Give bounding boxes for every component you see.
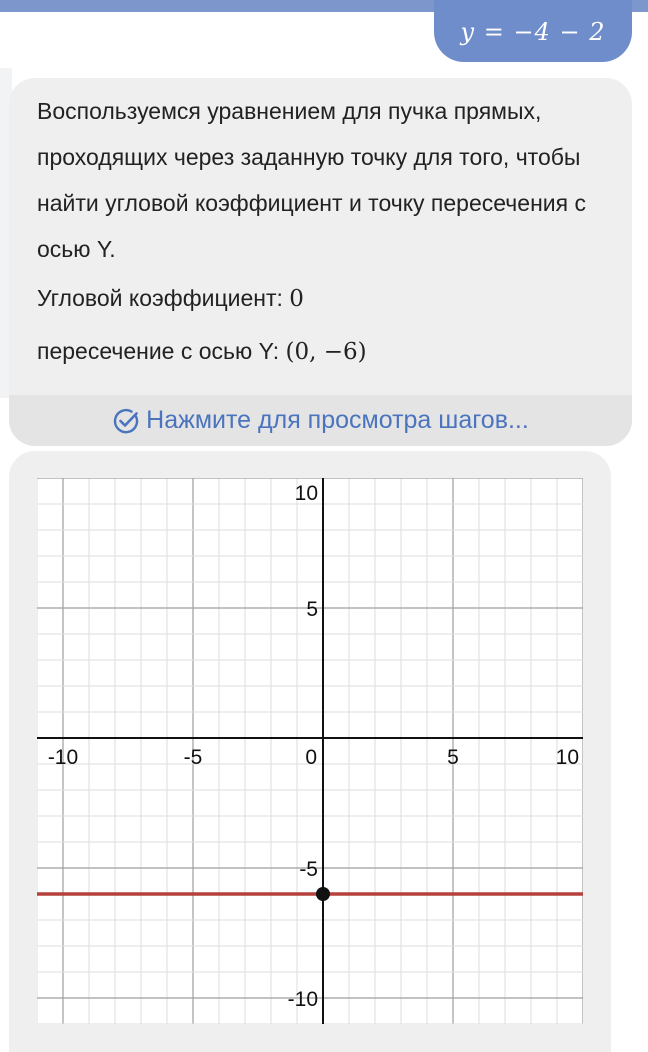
x-tick-label: -5 — [183, 746, 203, 769]
slope-value: 0 — [289, 286, 304, 312]
answer-card — [9, 78, 632, 446]
explanation-text: Воспользуемся уравнением для пучка прямых, проходящих через заданную точку для того, чтобы найти угловой коэффициент и точку пересечения с осью Y. — [37, 98, 586, 262]
graph[interactable] — [37, 478, 583, 1024]
intercept-point[interactable] — [316, 887, 330, 901]
intercept-value: (0, −6) — [285, 339, 367, 365]
slope-label: Угловой коэффициент: — [37, 285, 290, 311]
graph-card — [9, 451, 611, 1052]
intercept-row — [37, 338, 617, 365]
slope-row — [37, 285, 617, 312]
y-tick-label: -10 — [287, 988, 318, 1011]
check-circle-icon — [112, 407, 140, 435]
y-tick-label: -5 — [299, 858, 318, 881]
user-message-bubble — [434, 0, 632, 62]
x-tick-label: 0 — [305, 746, 317, 769]
y-tick-label: 5 — [306, 598, 318, 621]
view-steps-button[interactable] — [9, 395, 632, 446]
user-equation: y = −4 − 2 — [460, 18, 606, 46]
answer-body — [37, 88, 617, 365]
x-tick-label: 5 — [447, 746, 459, 769]
x-tick-label: -10 — [47, 746, 79, 769]
x-tick-label: 10 — [555, 746, 579, 769]
y-tick-label: 10 — [294, 482, 318, 505]
intercept-label: пересечение с осью Y: — [37, 338, 286, 364]
view-steps-label: Нажмите для просмотра шагов... — [146, 406, 529, 434]
